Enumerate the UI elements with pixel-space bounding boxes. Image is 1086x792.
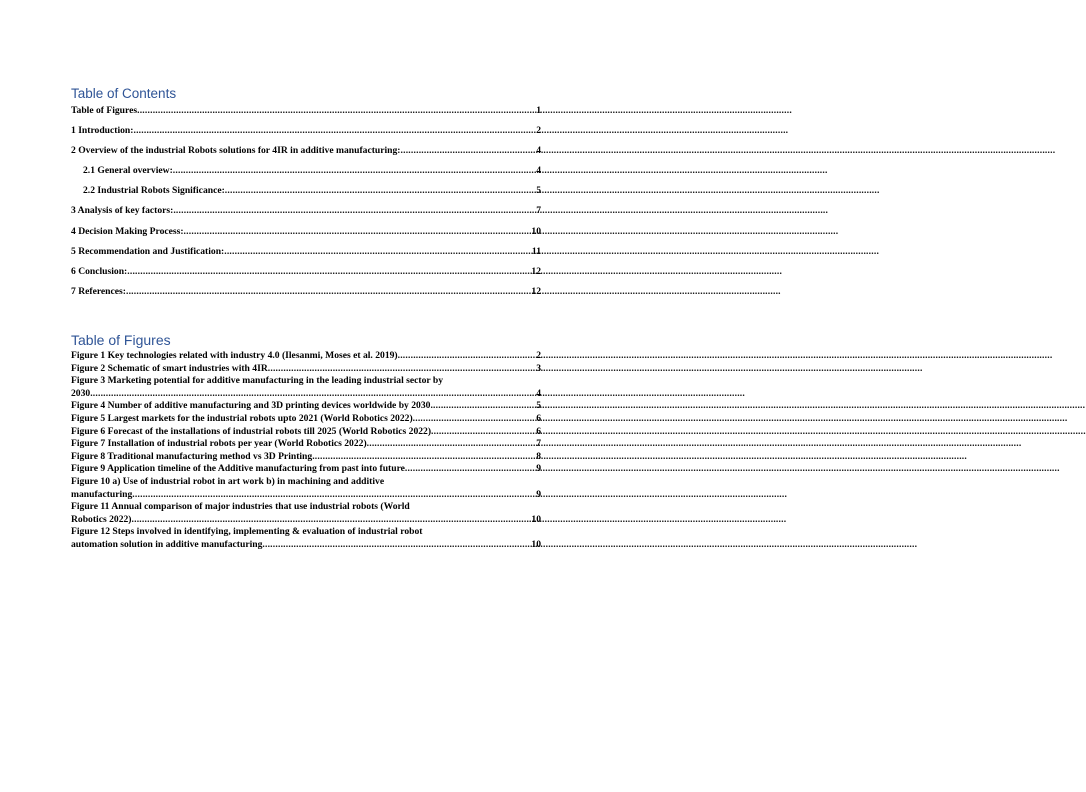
figure-entry[interactable] [71, 438, 541, 451]
figure-entry-title: Figure 3 Marketing potential for additive manufacturing in the leading industrial sector by [71, 375, 444, 387]
figure-entry-page: 10 [531, 513, 541, 525]
toc-entry-page: 5 [536, 185, 541, 197]
figure-entry[interactable] [71, 463, 541, 476]
figure-entry-page: 7 [536, 438, 541, 450]
toc-entry[interactable] [71, 226, 541, 246]
leader-dots [132, 489, 534, 502]
figure-entry-title: Figure 2 Schematic of smart industries with 4IR [71, 362, 268, 374]
toc-entry-title: 5 Recommendation and Justification: [71, 245, 225, 257]
table-of-contents [71, 105, 541, 306]
figure-entry-title-continued: Robotics 2022) [71, 513, 132, 525]
leader-dots [173, 165, 534, 177]
table-of-figures [71, 350, 541, 552]
leader-dots [398, 350, 535, 363]
toc-entry-title: 2 Overview of the industrial Robots solutions for 4IR in additive manufacturing: [71, 145, 401, 157]
figure-entry-title-continued: manufacturing [71, 488, 133, 500]
leader-dots [127, 266, 529, 278]
toc-entry-page: 12 [531, 265, 541, 277]
figure-entry-page: 2 [536, 350, 541, 361]
figure-entry-title: Figure 1 Key technologies related with industry 4.0 (Ilesanmi, Moses et al. 2019) [71, 350, 398, 361]
toc-entry-page: 12 [531, 285, 541, 297]
figure-entry[interactable] [71, 451, 541, 464]
toc-entry[interactable] [71, 266, 541, 286]
tof-heading: Table of Figures [71, 332, 171, 348]
figure-entry-title: Figure 11 Annual comparison of major industries that use industrial robots (World [71, 501, 410, 513]
leader-dots [173, 205, 534, 217]
toc-entry[interactable] [71, 145, 541, 165]
figure-entry-title: Figure 4 Number of additive manufacturing and 3D printing devices worldwide by 2030 [71, 400, 431, 412]
leader-dots [268, 363, 534, 376]
leader-dots [126, 286, 529, 298]
leader-dots [401, 145, 535, 157]
toc-entry-page: 4 [536, 165, 541, 177]
toc-subentry[interactable] [71, 185, 541, 205]
toc-heading: Table of Contents [71, 86, 177, 101]
toc-entry[interactable] [71, 246, 541, 266]
figure-entry-page: 10 [531, 538, 541, 550]
leader-dots [430, 400, 534, 413]
figure-entry-title: Figure 5 Largest markets for the industrial robots upto 2021 (World Robotics 2022) [71, 412, 413, 424]
figure-entry-page: 6 [536, 412, 541, 424]
leader-dots [90, 388, 534, 401]
figure-entry-title-continued: 2030 [71, 387, 91, 399]
figure-entry-title: Figure 8 Traditional manufacturing method vs 3D Printing [71, 450, 313, 462]
toc-entry-page: 4 [536, 145, 541, 157]
figure-entry-title: Figure 6 Forecast of the installations of industrial robots till 2025 (World Robotics 2022) [71, 425, 432, 437]
figure-entry-page: 5 [536, 400, 541, 412]
leader-dots [405, 463, 534, 476]
leader-dots [312, 451, 534, 464]
toc-entry-title: 3 Analysis of key factors: [71, 205, 174, 217]
figure-entry-title: Figure 10 a) Use of industrial robot in art work b) in machining and additive [71, 475, 385, 487]
toc-entry-title: Table of Figures [71, 105, 138, 116]
figure-entry-title: Figure 7 Installation of industrial robots per year (World Robotics 2022) [71, 438, 367, 450]
leader-dots [262, 539, 529, 552]
toc-entry-title: 1 Introduction: [71, 125, 134, 137]
leader-dots [413, 413, 535, 426]
figure-entry[interactable] [71, 526, 541, 551]
toc-entry[interactable] [71, 286, 541, 306]
toc-entry-title: 2.2 Industrial Robots Significance: [83, 185, 225, 197]
figure-entry[interactable] [71, 426, 541, 439]
figure-entry[interactable] [71, 413, 541, 426]
figure-entry-title: Figure 9 Application timeline of the Additive manufacturing from past into future [71, 463, 405, 475]
figure-entry[interactable] [71, 375, 541, 400]
figure-entry[interactable] [71, 363, 541, 376]
toc-entry-page: 7 [536, 205, 541, 217]
toc-subentry[interactable] [71, 165, 541, 185]
leader-dots [225, 185, 534, 197]
toc-entry-page: 11 [531, 245, 541, 257]
figure-entry-page: 9 [536, 488, 541, 500]
leader-dots [132, 514, 530, 527]
leader-dots [137, 105, 534, 117]
figure-entry-page: 6 [536, 425, 541, 437]
toc-entry-title: 4 Decision Making Process: [71, 225, 184, 237]
leader-dots [367, 438, 535, 451]
toc-entry-title: 7 References: [71, 285, 126, 297]
figure-entry-page: 4 [536, 387, 541, 399]
figure-entry[interactable] [71, 400, 541, 413]
figure-entry-page: 3 [536, 362, 541, 374]
leader-dots [133, 125, 534, 137]
toc-entry-page: 2 [536, 125, 541, 137]
leader-dots [431, 426, 534, 439]
figure-entry-title-continued: automation solution in additive manufacturing [71, 538, 263, 550]
toc-entry[interactable] [71, 205, 541, 225]
figure-entry-page: 9 [536, 463, 541, 475]
figure-entry[interactable] [71, 476, 541, 501]
toc-entry-title: 6 Conclusion: [71, 265, 128, 277]
figure-entry-title: Figure 12 Steps involved in identifying, implementing & evaluation of industrial robot [71, 526, 423, 538]
toc-entry-page: 10 [531, 225, 541, 237]
figure-entry[interactable] [71, 350, 541, 363]
toc-entry-title: 2.1 General overview: [83, 165, 173, 177]
toc-entry-page: 1 [536, 105, 541, 116]
toc-entry[interactable] [71, 105, 541, 125]
leader-dots [184, 226, 530, 238]
figure-entry[interactable] [71, 501, 541, 526]
figure-entry-page: 8 [536, 450, 541, 462]
toc-entry[interactable] [71, 125, 541, 145]
leader-dots [224, 246, 530, 258]
